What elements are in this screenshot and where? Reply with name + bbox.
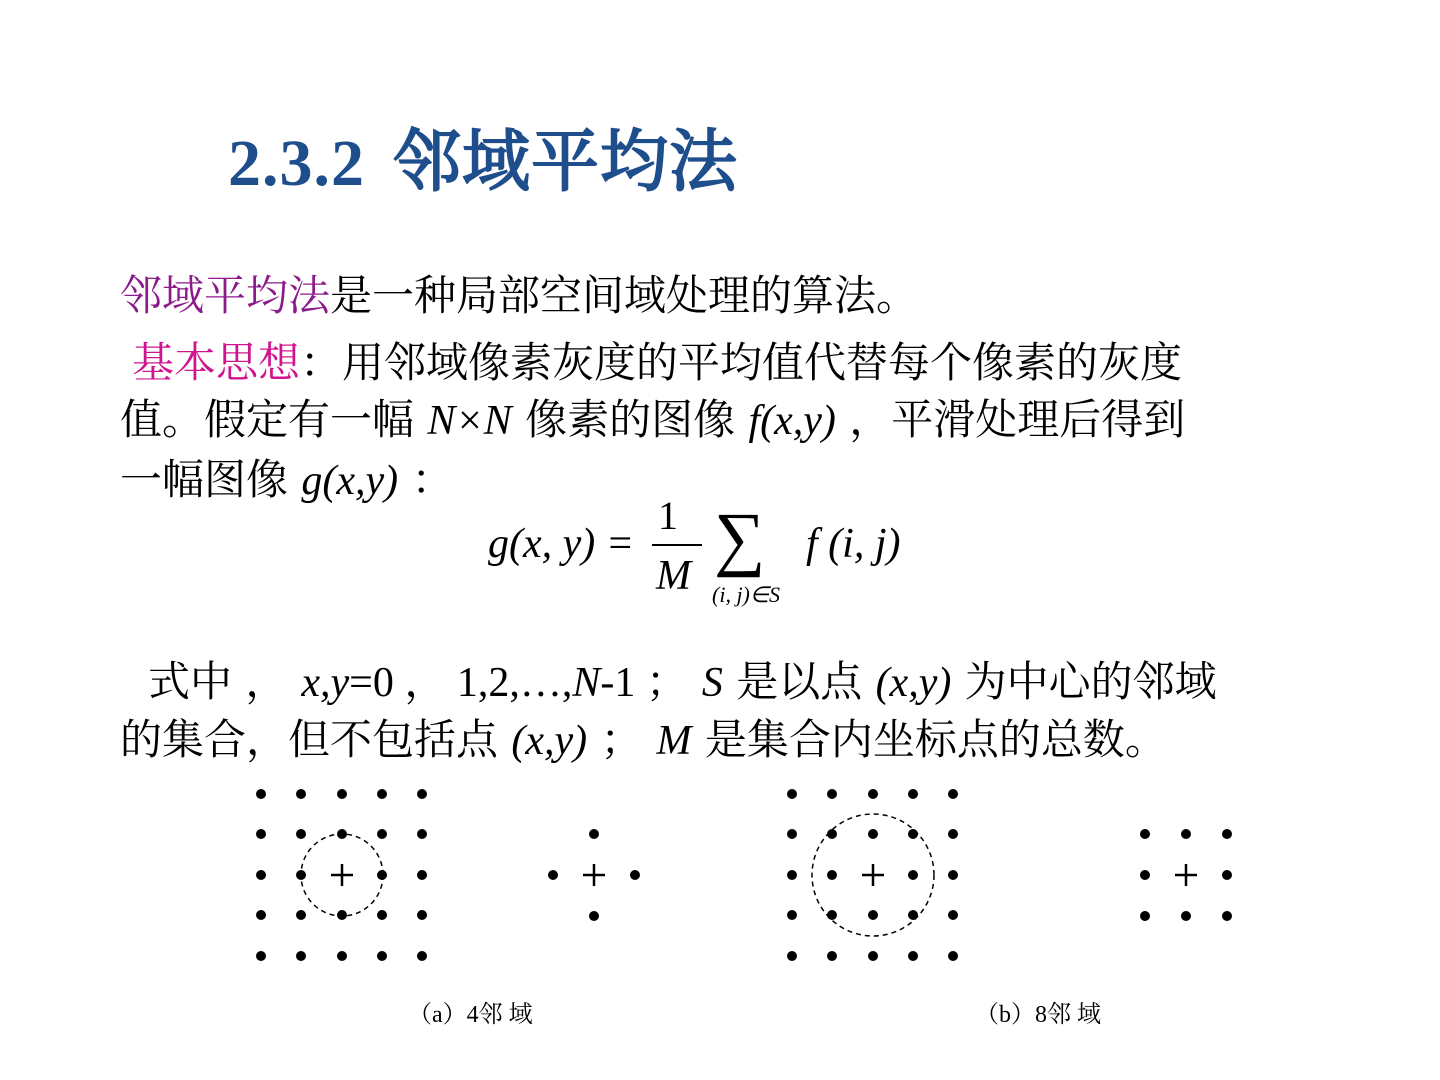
- pixel-dot: [868, 951, 878, 961]
- pixel-dot: [787, 829, 797, 839]
- pixel-dot: [417, 870, 427, 880]
- math-point: (x,y): [511, 718, 588, 764]
- pixel-dot: [1181, 911, 1191, 921]
- pixel-dot: [256, 870, 266, 880]
- pixel-dot: [589, 911, 599, 921]
- pixel-dot: [1181, 829, 1191, 839]
- text-segment: 是以点: [722, 657, 876, 706]
- pixel-dot: [337, 789, 347, 799]
- pixel-dot: [908, 870, 918, 880]
- pixel-dot: [417, 829, 427, 839]
- pixel-dot: [868, 829, 878, 839]
- math-xy: x,y: [301, 660, 350, 706]
- pixel-dot: [948, 789, 958, 799]
- math-nxn: N×N: [427, 398, 512, 444]
- math-point: (x,y): [875, 660, 952, 706]
- text-segment: 的集合，但不包括点: [120, 715, 512, 764]
- formula-lhs: g(x, y) =: [488, 521, 635, 567]
- text-segment: 像素的图像: [511, 395, 749, 444]
- pixel-dot: [1140, 870, 1150, 880]
- pixel-dot: [296, 829, 306, 839]
- pixel-dot: [787, 870, 797, 880]
- text-segment: 一幅图像: [120, 455, 302, 504]
- pixel-dot: [630, 870, 640, 880]
- pixel-dot: [296, 910, 306, 920]
- math-S: S: [701, 660, 723, 706]
- sum-symbol: ∑: [714, 498, 766, 578]
- fraction-bar: [652, 544, 702, 546]
- pixel-dot: [377, 870, 387, 880]
- pixel-dot: [256, 951, 266, 961]
- text-segment: ；: [587, 715, 643, 764]
- math-N: N: [572, 660, 601, 706]
- pixel-dot: [589, 829, 599, 839]
- intro-line: [120, 268, 918, 324]
- section-title: 邻域平均法: [393, 123, 739, 202]
- section-number: 2.3.2: [228, 127, 365, 200]
- text-segment: ，平滑处理后得到: [835, 395, 1186, 444]
- definition-line-1: [148, 654, 1217, 711]
- math-M: M: [656, 718, 692, 764]
- pixel-dot: [948, 910, 958, 920]
- pixel-dot: [256, 910, 266, 920]
- pixel-dot: [1140, 829, 1150, 839]
- pixel-dot: [948, 829, 958, 839]
- pixel-dot: [548, 870, 558, 880]
- pixel-dot: [868, 789, 878, 799]
- formula-denominator: M: [656, 553, 691, 599]
- pixel-dot: [948, 870, 958, 880]
- intro-text: 是一种局部空间域处理的算法。: [330, 271, 919, 320]
- grid-8-neighborhood: [787, 789, 958, 961]
- basic-idea-text: ：用邻域像素灰度的平均值代替每个像素的灰度: [300, 338, 1183, 387]
- pixel-dot: [1222, 911, 1232, 921]
- pixel-dot: [377, 951, 387, 961]
- text-segment: 值。假定有一幅: [120, 395, 428, 444]
- pixel-dot: [337, 951, 347, 961]
- caption-4-neighborhood: （a）4邻 域: [408, 1002, 533, 1028]
- pixel-dot: [827, 789, 837, 799]
- grid-4-neighborhood: [256, 789, 427, 961]
- pixel-dot: [1140, 911, 1150, 921]
- pixel-dot: [948, 951, 958, 961]
- pixel-dot: [296, 951, 306, 961]
- pixel-dot: [296, 789, 306, 799]
- pixel-dot: [908, 789, 918, 799]
- pixel-dot: [827, 870, 837, 880]
- math-end: -1 ；: [600, 660, 688, 706]
- pixel-dot: [417, 789, 427, 799]
- pixel-dot: [908, 951, 918, 961]
- formula-numerator: 1: [658, 493, 678, 538]
- page-title: [228, 108, 738, 205]
- pixel-dot: [787, 910, 797, 920]
- basic-idea-line-1: [132, 335, 1182, 391]
- math-g: g: [301, 458, 323, 504]
- text-segment: ：: [398, 455, 454, 504]
- pixel-dot: [417, 910, 427, 920]
- basic-idea-line-3: [120, 452, 453, 509]
- sum-subscript: (i, j)∈S: [712, 582, 781, 607]
- pixel-dot: [1222, 829, 1232, 839]
- pattern-8-neighbors: [1140, 829, 1232, 921]
- term-highlight: 邻域平均法: [120, 271, 331, 320]
- pixel-dot: [868, 910, 878, 920]
- math-f: f: [748, 398, 761, 444]
- pixel-dot: [337, 910, 347, 920]
- text-segment: 是集合内坐标点的总数。: [691, 715, 1167, 764]
- pixel-dot: [827, 951, 837, 961]
- pixel-dot: [1222, 870, 1232, 880]
- basic-idea-label: 基本思想: [132, 338, 301, 387]
- pattern-4-neighbors: [548, 829, 640, 921]
- pixel-dot: [787, 789, 797, 799]
- pixel-dot: [908, 829, 918, 839]
- pixel-dot: [377, 789, 387, 799]
- pixel-dot: [256, 789, 266, 799]
- math-values: =0 ， 1,2,…,: [349, 660, 573, 706]
- formula-rhs: f (i, j): [806, 521, 901, 567]
- text-segment: 式中 ，: [148, 657, 288, 706]
- averaging-formula: [488, 492, 928, 612]
- math-g-args: (x,y): [322, 458, 399, 504]
- pixel-dot: [377, 829, 387, 839]
- definition-line-2: [120, 712, 1167, 769]
- neighborhood-figure: [0, 770, 1440, 1030]
- basic-idea-line-2: [120, 392, 1185, 449]
- pixel-dot: [256, 829, 266, 839]
- math-f-args: (x,y): [760, 398, 836, 444]
- pixel-dot: [417, 951, 427, 961]
- text-segment: 为中心的邻域: [951, 657, 1217, 706]
- pixel-dot: [827, 910, 837, 920]
- caption-8-neighborhood: （b）8邻 域: [975, 1002, 1101, 1028]
- pixel-dot: [787, 951, 797, 961]
- pixel-dot: [377, 910, 387, 920]
